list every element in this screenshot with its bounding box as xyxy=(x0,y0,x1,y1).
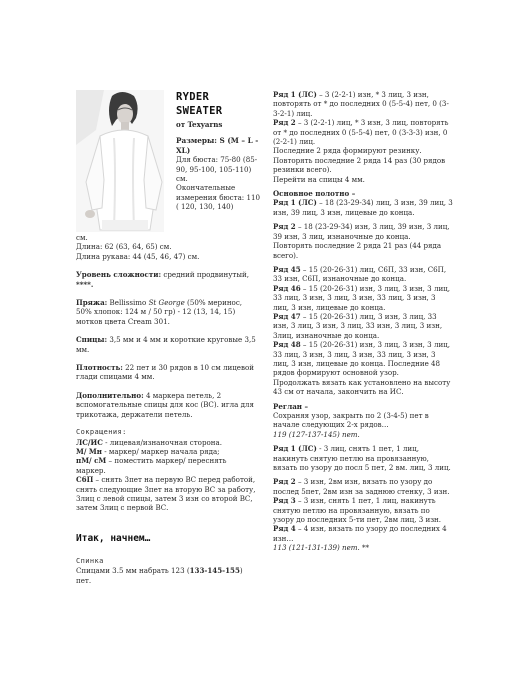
row-48-label: Ряд 48 xyxy=(273,340,301,350)
difficulty-level xyxy=(76,270,258,289)
raglan-row-4-result: 113 (121-131-139) пет. ** xyxy=(273,543,370,553)
row-48-text: – 15 (20-26-31) изн, 3 лиц, 3 изн, 3 лиц, 33 лиц, 3 изн, 3 лиц, 3 изн, 33 лиц, 3 изн, 3 лиц, 3 изн, лицевые до конца. Последние 48 рядов формируют основной узор. xyxy=(273,340,450,378)
yarn-text: (50% мериноc, 50% хлопок: 124 м / 50 гр) - 12 (13, 14, 15) мотков цвета Cream 301. xyxy=(76,298,243,326)
abbr-term-3: пМ/ сМ xyxy=(76,456,107,466)
rib-row-1-label: Ряд 1 (ЛС) xyxy=(273,90,317,99)
abbr-def-2: - маркер/ маркер начала ряда; xyxy=(101,446,220,456)
yarn-label: Пряжа: xyxy=(76,298,108,308)
cast-on-c: ) пет. xyxy=(76,566,243,585)
row-47-text: – 15 (20-26-31) лиц, 3 изн, 3 лиц, 33 изн, 3 лиц, 3 изн, 3 лиц, 33 изн, 3 лиц, 3 изн, 3лиц, изнаночные до конца. xyxy=(273,311,443,340)
row-46 xyxy=(273,284,453,312)
raglan-row-4 xyxy=(273,524,453,543)
main-row-1-text: – 18 (23-29-34) лиц, 3 изн, 39 лиц, 3 изн, 39 лиц, 3 изн, лицевые до конца. xyxy=(273,198,453,217)
abbr-def-3: – поместить маркер/ переснять маркер. xyxy=(76,456,227,475)
main-row-1-label: Ряд 1 (ЛС) xyxy=(273,198,317,208)
abbr-line-3 xyxy=(76,456,258,475)
raglan-row-2-text: – 3 изн, 2вм изн, вязать по узору до послед 5пет, 2вм изн за заднюю стенку, 3 изн. xyxy=(273,477,450,496)
continue-note: Продолжать вязать как установлено на высоту 43 см от начала, закончить на ИС. xyxy=(273,377,451,397)
pattern-author: от Texyarns xyxy=(176,120,223,129)
row-45 xyxy=(273,265,453,284)
raglan-row-1 xyxy=(273,444,453,472)
model-photo-image xyxy=(76,90,164,232)
row-48 xyxy=(273,340,453,378)
final-bust: Окончательные измерения бюста: 110 ( 120, 130, 140) xyxy=(176,183,260,212)
cast-on-a: Спицами 3.5 мм набрать 123 ( xyxy=(76,566,190,576)
extras-label: Дополнительно: xyxy=(76,390,144,400)
sizes-label: Размеры: S (M – L - XL) xyxy=(176,136,259,155)
needles-info xyxy=(76,335,258,354)
abbr-line-2 xyxy=(76,447,258,456)
rib-row-2-text: – 3 (2-2-1) лиц, * 3 изн, 3 лиц, повторять от * до последних 0 (5-5-4) пет, 0 (3-3-3) изн, 0 (2-2-1) лиц. xyxy=(273,118,449,147)
back-heading: Спинка xyxy=(76,556,104,565)
cast-on-b: 133-145-155 xyxy=(189,566,240,576)
left-column xyxy=(76,233,258,585)
raglan-row-3-label: Ряд 3 xyxy=(273,496,296,506)
cast-on-text xyxy=(76,566,258,585)
main-row-1 xyxy=(273,198,453,217)
row-47-label: Ряд 47 xyxy=(273,311,301,321)
density-text: 22 пет и 30 рядов в 10 см лицевой глади спицами 4 мм. xyxy=(76,363,254,382)
abbr-term-4: С6П xyxy=(76,475,94,485)
difficulty-label: Уровень сложности: xyxy=(76,270,162,280)
raglan-row-1-text: - 3 лиц, снять 1 пет, 1 лиц, накинуть снятую петлю на провязанную, вязать по узору до посл 5 пет, 2 вм. лиц, 3 лиц. xyxy=(273,444,451,473)
final-bust-tail: см. xyxy=(76,233,88,242)
raglan-row-3 xyxy=(273,496,453,524)
main-repeat-note: Повторять последние 2 ряда 21 раз (44 ряда всего). xyxy=(273,241,442,260)
rib-row-1 xyxy=(273,90,453,118)
difficulty-stars: ****. xyxy=(76,279,94,289)
row-47 xyxy=(273,312,453,340)
row-45-label: Ряд 45 xyxy=(273,264,301,274)
raglan-bindoff: Сохраняя узор, закрыть по 2 (3-4-5) пет в начале следующих 2-х рядов… xyxy=(273,411,429,430)
lets-start-heading: Итак, начнем… xyxy=(76,532,151,544)
density-label: Плотность: xyxy=(76,363,123,373)
rib-note-3: Перейти на спицы 4 мм. xyxy=(273,174,365,184)
abbreviations-heading: Сокращения: xyxy=(76,428,127,437)
pattern-title-line1: RYDER xyxy=(176,91,210,103)
raglan-row-4-label: Ряд 4 xyxy=(273,524,296,534)
raglan-heading: Реглан – xyxy=(273,401,309,411)
yarn-brand: Bellissimo xyxy=(107,298,149,308)
main-row-2-text: – 18 (23-29-34) изн, 3 лиц, 39 изн, 3 лиц, 39 изн, 3 лиц, изнаночные до конца. xyxy=(273,222,450,241)
row-46-label: Ряд 46 xyxy=(273,283,301,293)
density-info xyxy=(76,363,258,382)
raglan-row-4-text: – 4 изн, вязать по узору до последних 4 изн… xyxy=(273,524,447,543)
yarn-info xyxy=(76,298,258,326)
abbr-def-1: - лицевая/изнаночная сторона. xyxy=(102,437,222,447)
abbr-def-4: – снять 3пет на первую ВС перед работой, снять следующие 3пет на вторую ВС за работу, 3лиц с левой спицы, затем 3 изн со второй ВС, затем 3лиц с первой ВС. xyxy=(76,475,256,513)
sleeve-length-text: Длина рукава: 44 (45, 46, 47) см. xyxy=(76,251,200,261)
model-photo xyxy=(76,90,164,232)
row-46-text: – 15 (20-26-31) изн, 3 лиц, 3 изн, 3 лиц, 33 лиц, 3 изн, 3 лиц, 3 изн, 33 лиц, 3 изн, 3 лиц, 3 изн, лицевые до конца. xyxy=(273,283,450,312)
raglan-row-2-label: Ряд 2 xyxy=(273,477,296,487)
bust-sizes: Для бюста: 75-80 (85-90, 95-100, 105-110) см. xyxy=(176,155,258,183)
abbr-term-2: М/ Мн xyxy=(76,446,102,456)
raglan-row-3-text: – 3 изн, снять 1 пет, 1 лиц, накинуть снятую петлю на провязанную, вязать по узору до последних 5-ти пет, 2вм лиц, 3 изн. xyxy=(273,496,442,525)
raglan-bindoff-result: 119 (127-137-145) пет. xyxy=(273,429,360,439)
abbr-line-4 xyxy=(76,475,258,513)
rib-note-2: Повторять последние 2 ряда 14 раз (30 рядов резинки всего). xyxy=(273,155,446,175)
needles-text: 3,5 мм и 4 мм и короткие круговые 3,5 мм. xyxy=(76,335,256,354)
main-row-2-label: Ряд 2 xyxy=(273,222,296,232)
row-45-text: – 15 (20-26-31) лиц, С6П, 33 изн, С6П, 33 изн, С6П, изнаночные до конца. xyxy=(273,264,447,284)
pattern-title-line2: SWEATER xyxy=(176,105,223,117)
length-text: Длина: 62 (63, 64, 65) см. xyxy=(76,242,172,252)
yarn-brand-italic: St George xyxy=(148,298,185,308)
rib-row-1-text: – 3 (2-2-1) изн, * 3 лиц, 3 изн, повторять от * до последних 0 (5-5-4) пет, 0 (3-3-2-1) лиц. xyxy=(273,90,449,118)
extras-text: 4 маркера петель, 2 вспомогательные спицы для кос (ВС). игла для трикотажа, держатели петель. xyxy=(76,390,254,419)
needles-label: Спицы: xyxy=(76,335,108,345)
main-body-heading: Основное полотно – xyxy=(273,189,356,199)
raglan-row-2 xyxy=(273,477,453,496)
abbr-term-1: ЛС/ИС xyxy=(76,437,103,447)
rib-row-2 xyxy=(273,118,453,146)
difficulty-value: средний продвинутый, xyxy=(161,270,249,280)
rib-note-1: Последние 2 ряда формируют резинку. xyxy=(273,146,422,156)
main-row-2 xyxy=(273,222,453,241)
extras-info xyxy=(76,391,258,419)
rib-row-2-label: Ряд 2 xyxy=(273,118,296,128)
title-block xyxy=(176,90,260,212)
abbr-line-1 xyxy=(76,438,258,447)
right-column xyxy=(273,90,453,553)
raglan-row-1-label: Ряд 1 (ЛС) xyxy=(273,444,317,454)
